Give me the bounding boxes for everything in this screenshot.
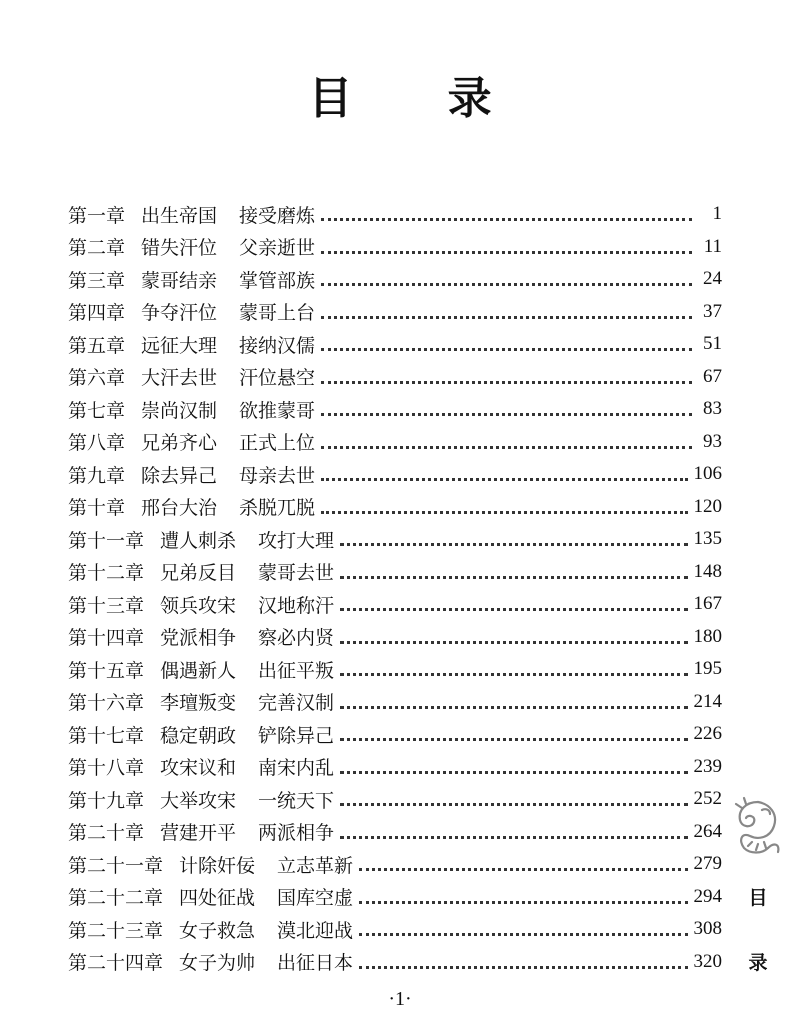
dot-leader: [340, 589, 687, 611]
toc-entry[interactable]: [68, 881, 722, 914]
chapter-title-part-2: 立志革新: [277, 854, 354, 877]
dot-leader: [340, 719, 687, 741]
chapter-title-part-2: 接纳汉儒: [239, 334, 316, 357]
chapter-number: 第十四章: [68, 627, 145, 650]
page-ref: 67: [703, 365, 722, 387]
chapter-title-part-2: 国库空虚: [277, 887, 354, 910]
toc-entry[interactable]: [68, 653, 722, 686]
chapter-number: 第二十四章: [68, 952, 164, 975]
page-ref: 180: [693, 625, 722, 647]
chapter-title-part-2: 出征平叛: [258, 659, 335, 682]
dot-leader: [340, 524, 687, 546]
page-ref: 226: [693, 723, 722, 745]
chapter-title-part-2: 两派相争: [258, 822, 335, 845]
chapter-number: 第十一章: [68, 529, 145, 552]
chapter-title-part-1: 计除奸佞: [179, 854, 256, 877]
page-ref: 308: [693, 918, 722, 940]
dot-leader: [321, 427, 692, 449]
dot-leader: [359, 947, 687, 969]
toc-entry[interactable]: [68, 361, 722, 394]
chapter-title-part-1: 稳定朝政: [160, 724, 237, 747]
chapter-title-part-1: 李璮叛变: [160, 692, 237, 715]
dot-leader: [359, 914, 687, 936]
toc-entry[interactable]: [68, 686, 722, 719]
toc-entry[interactable]: [68, 913, 722, 946]
chapter-title-part-1: 攻宋议和: [160, 757, 237, 780]
toc-entry[interactable]: [68, 588, 722, 621]
dot-leader: [321, 492, 687, 514]
chapter-title-part-1: 大汗去世: [141, 367, 218, 390]
page-ref: 320: [693, 950, 722, 972]
dot-leader: [321, 459, 687, 481]
page-ref: 239: [693, 755, 722, 777]
chapter-number: 第二十一章: [68, 854, 164, 877]
toc-entry[interactable]: [68, 523, 722, 556]
chapter-title-part-2: 欲推蒙哥: [239, 399, 316, 422]
page-title: 目 录: [308, 73, 532, 124]
chapter-number: 第十七章: [68, 724, 145, 747]
page-ref: 294: [693, 885, 722, 907]
chapter-title-part-2: 南宋内乱: [258, 757, 335, 780]
chapter-title-part-2: 漠北迎战: [277, 919, 354, 942]
chapter-title-part-2: 铲除异己: [258, 724, 335, 747]
dot-leader: [321, 264, 692, 286]
dot-leader: [321, 329, 692, 351]
dot-leader: [340, 557, 687, 579]
dot-leader: [340, 784, 687, 806]
chapter-title-part-2: 汉地称汗: [258, 594, 335, 617]
toc-entry[interactable]: [68, 231, 722, 264]
dot-leader: [359, 882, 687, 904]
chapter-title-part-1: 党派相争: [160, 627, 237, 650]
chapter-title-part-2: 察必内贤: [258, 627, 335, 650]
toc-entry[interactable]: [68, 426, 722, 459]
chapter-number: 第十六章: [68, 692, 145, 715]
dot-leader: [340, 817, 687, 839]
chapter-title-part-1: 蒙哥结亲: [141, 269, 218, 292]
chapter-title-part-2: 完善汉制: [258, 692, 335, 715]
chapter-title-part-1: 争夺汗位: [141, 302, 218, 325]
chapter-title-part-1: 领兵攻宋: [160, 594, 237, 617]
toc-entry[interactable]: [68, 946, 722, 979]
page-ref: 24: [703, 268, 722, 290]
toc-entry[interactable]: [68, 621, 722, 654]
chapter-number: 第一章: [68, 204, 126, 227]
chapter-title-part-1: 女子为帅: [179, 952, 256, 975]
page-ref: 135: [693, 528, 722, 550]
chapter-title-part-2: 母亲去世: [239, 464, 316, 487]
page-ref: 93: [703, 430, 722, 452]
page-ref: 11: [703, 235, 722, 257]
chapter-title-part-2: 蒙哥上台: [239, 302, 316, 325]
side-tab-char-2: 录: [748, 952, 768, 974]
chapter-number: 第二十三章: [68, 919, 164, 942]
chapter-title-part-1: 遭人刺杀: [160, 529, 237, 552]
chapter-title-part-1: 兄弟齐心: [141, 432, 218, 455]
toc-entry[interactable]: [68, 848, 722, 881]
toc-entry[interactable]: [68, 393, 722, 426]
chapter-number: 第十五章: [68, 659, 145, 682]
toc-entry[interactable]: [68, 491, 722, 524]
dot-leader: [340, 654, 687, 676]
toc-entry[interactable]: [68, 198, 722, 231]
dot-leader: [321, 394, 692, 416]
page-ref: 37: [703, 300, 722, 322]
toc-entry[interactable]: [68, 816, 722, 849]
side-tab-char-1: 目: [748, 887, 768, 909]
chapter-title-part-1: 除去异己: [141, 464, 218, 487]
chapter-number: 第九章: [68, 464, 126, 487]
chapter-number: 第七章: [68, 399, 126, 422]
page-ref: 106: [693, 463, 722, 485]
page-ref: 83: [703, 398, 722, 420]
dot-leader: [321, 232, 692, 254]
dot-leader: [340, 687, 687, 709]
dot-leader: [340, 752, 687, 774]
toc-entry[interactable]: [68, 263, 722, 296]
page-ref: 264: [693, 820, 722, 842]
dot-leader: [340, 622, 687, 644]
chapter-title-part-1: 邢台大治: [141, 497, 218, 520]
page-ref: 120: [693, 495, 722, 517]
page-ref: 279: [693, 853, 722, 875]
page-ref: 51: [703, 333, 722, 355]
chapter-title-part-1: 崇尚汉制: [141, 399, 218, 422]
chapter-number: 第十章: [68, 497, 126, 520]
page-ref: 148: [693, 560, 722, 582]
chapter-number: 第八章: [68, 432, 126, 455]
chapter-title-part-2: 攻打大理: [258, 529, 335, 552]
toc-entry[interactable]: [68, 783, 722, 816]
chapter-title-part-2: 一统天下: [258, 789, 335, 812]
chapter-title-part-1: 女子救急: [179, 919, 256, 942]
dot-leader: [321, 297, 692, 319]
dot-leader: [359, 849, 687, 871]
chapter-title-part-2: 掌管部族: [239, 269, 316, 292]
chapter-title-part-2: 正式上位: [239, 432, 316, 455]
page-ref: 214: [693, 690, 722, 712]
chapter-title-part-1: 出生帝国: [141, 204, 218, 227]
toc-entry[interactable]: [68, 328, 722, 361]
chapter-number: 第十三章: [68, 594, 145, 617]
chapter-number: 第十二章: [68, 562, 145, 585]
chapter-title-part-1: 营建开平: [160, 822, 237, 845]
page-ref: 167: [693, 593, 722, 615]
chapter-title-part-2: 杀脱兀脱: [239, 497, 316, 520]
toc-entry[interactable]: [68, 296, 722, 329]
dragon-emblem-icon: [728, 796, 786, 858]
chapter-number: 第十九章: [68, 789, 145, 812]
page-ref: 252: [693, 788, 722, 810]
chapter-number: 第六章: [68, 367, 126, 390]
chapter-number: 第二十二章: [68, 887, 164, 910]
toc-entry[interactable]: [68, 751, 722, 784]
chapter-title-part-2: 蒙哥去世: [258, 562, 335, 585]
chapter-number: 第十八章: [68, 757, 145, 780]
chapter-title-part-1: 偶遇新人: [160, 659, 237, 682]
page-ref: 1: [712, 203, 722, 225]
toc-entry[interactable]: [68, 556, 722, 589]
chapter-title-part-1: 错失汗位: [141, 237, 218, 260]
chapter-title-part-2: 接受磨炼: [239, 204, 316, 227]
chapter-number: 第二十章: [68, 822, 145, 845]
dot-leader: [321, 199, 692, 221]
chapter-number: 第五章: [68, 334, 126, 357]
chapter-number: 第二章: [68, 237, 126, 260]
page-number: ·1·: [388, 988, 412, 1010]
chapter-title-part-1: 四处征战: [179, 887, 256, 910]
chapter-title-part-2: 汗位悬空: [239, 367, 316, 390]
chapter-title-part-1: 兄弟反目: [160, 562, 237, 585]
table-of-contents: [68, 198, 722, 978]
toc-entry[interactable]: [68, 458, 722, 491]
chapter-title-part-1: 大举攻宋: [160, 789, 237, 812]
chapter-title-part-2: 父亲逝世: [239, 237, 316, 260]
page-ref: 195: [693, 658, 722, 680]
chapter-title-part-2: 出征日本: [277, 952, 354, 975]
dot-leader: [321, 362, 692, 384]
chapter-number: 第三章: [68, 269, 126, 292]
chapter-title-part-1: 远征大理: [141, 334, 218, 357]
chapter-number: 第四章: [68, 302, 126, 325]
toc-entry[interactable]: [68, 718, 722, 751]
